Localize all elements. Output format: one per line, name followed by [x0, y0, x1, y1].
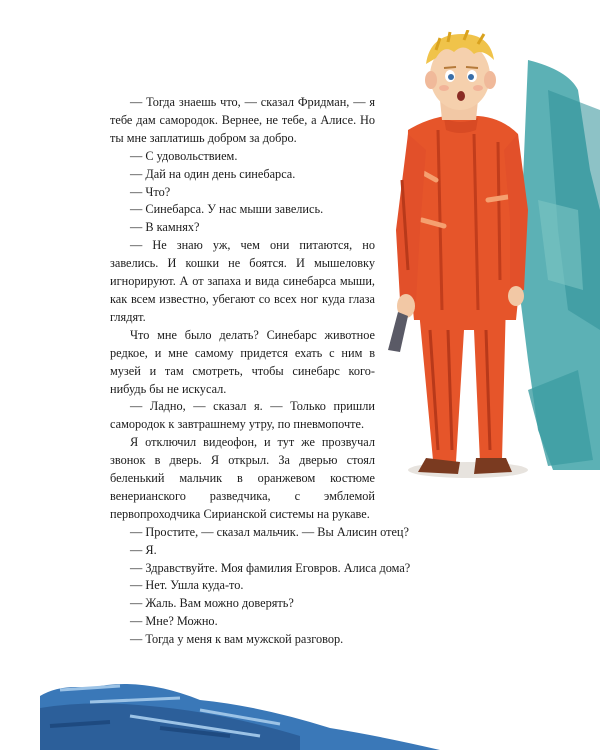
paragraph: — Ладно, — сказал я. — Только пришли самородок к завтрашнему утру, по пневмопочте.: [110, 399, 375, 432]
paragraph: — Синебарса. У нас мыши завелись.: [130, 202, 324, 217]
story-text: [110, 94, 464, 649]
paragraph: — Мне? Можно.: [130, 614, 218, 629]
paragraph: — Тогда знаешь что, — сказал Фридман, — я тебе дам самородок. Вернее, не тебе, а Алисе. Но ты мне заплатишь добром за добро.: [110, 95, 375, 145]
paragraph: — Не знаю уж, чем они питаются, но завелись. И кошки не боятся. И мышеловку игнорируют. А от запаха и вида синебарса мыши, как всем известно, убегают со всех ног куда глаза глядят.: [110, 238, 375, 324]
paragraph: — Жаль. Вам можно доверять?: [130, 596, 294, 611]
paragraph: — С удовольствием.: [130, 148, 238, 163]
paragraph: — В камнях?: [130, 220, 200, 235]
paragraph: — Я.: [130, 542, 157, 557]
teal-background-wash: [518, 60, 600, 470]
paragraph: Я отключил видеофон, и тут же прозвучал звонок в дверь. Я открыл. За дверью стоял беленький мальчик в оранжевом костюме венерианского разведчика, с эмблемой первопроходчика Сирианской системы на рукаве.: [110, 435, 375, 521]
paragraph: Что мне было делать? Синебарс животное редкое, и мне самому придется ехать с ним в музей и там смотреть, чтобы синебарс кого-нибудь бы не искусал.: [110, 327, 375, 396]
paragraph: — Здравствуйте. Моя фамилия Еговров. Алиса дома?: [130, 560, 411, 575]
paragraph: — Простите, — сказал мальчик. — Вы Алисин отец?: [130, 524, 409, 539]
paragraph: — Нет. Ушла куда-то.: [130, 578, 244, 593]
paragraph: — Что?: [130, 184, 171, 199]
paragraph: — Тогда у меня к вам мужской разговор.: [130, 632, 344, 647]
blue-strokes-illustration: [0, 666, 600, 750]
paragraph: — Дай на один день синебарса.: [130, 166, 296, 181]
